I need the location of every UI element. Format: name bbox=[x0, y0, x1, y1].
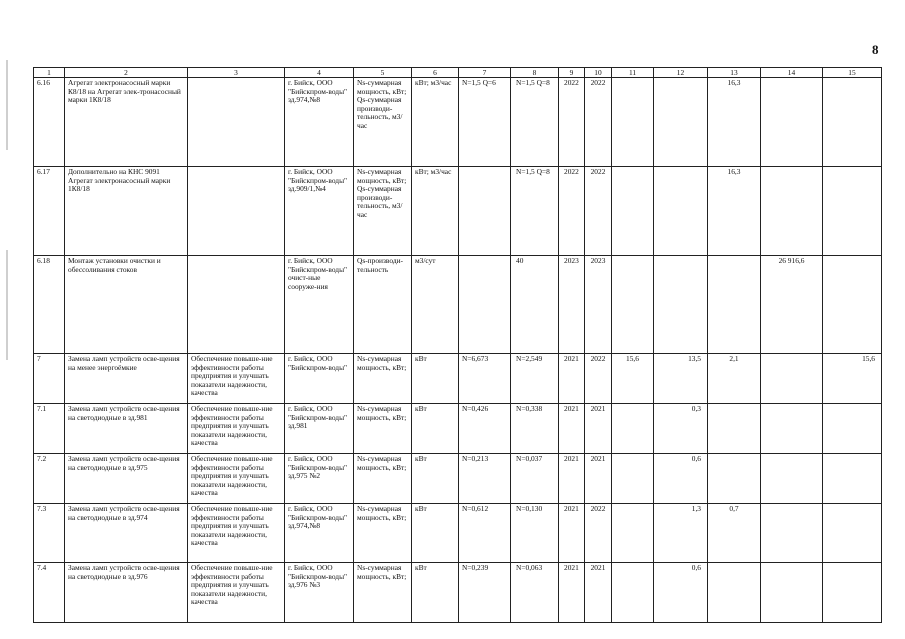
item-parameter: Ns-суммарная мощность, кВт; Qs-суммарная производи-тельность, м3/час bbox=[354, 78, 412, 167]
item-location: г. Бийск, ООО "Бийскпром-воды" зд.974,№8 bbox=[285, 504, 354, 563]
column-header: 15 bbox=[823, 68, 882, 78]
col-11-value bbox=[612, 454, 654, 504]
item-parameter: Ns-суммарная мощность, кВт; bbox=[354, 504, 412, 563]
col-12-value bbox=[654, 256, 708, 354]
scan-edge-mark bbox=[6, 250, 8, 360]
item-location: г. Бийск, ООО "Бийскпром-воды" зд.976 №3 bbox=[285, 563, 354, 623]
column-header: 5 bbox=[354, 68, 412, 78]
item-parameter: Qs-производи-тельность bbox=[354, 256, 412, 354]
col-15-value bbox=[823, 504, 882, 563]
item-parameter: Ns-суммарная мощность, кВт; bbox=[354, 454, 412, 504]
col-15-value: 15,6 bbox=[823, 354, 882, 404]
start-year: 2023 bbox=[559, 256, 585, 354]
item-location: г. Бийск, ООО "Бийскпром-воды" зд.974,№8 bbox=[285, 78, 354, 167]
item-number: 7.2 bbox=[34, 454, 65, 504]
item-unit: кВт bbox=[412, 504, 459, 563]
item-description: Замена ламп устройств осве-щения на светодиодные в зд.974 bbox=[65, 504, 188, 563]
item-description: Монтаж установки очистки и обессоливания стоков bbox=[65, 256, 188, 354]
value-before: N=1,5 Q=6 bbox=[459, 78, 511, 167]
col-13-value: 0,7 bbox=[708, 504, 761, 563]
col-14-value bbox=[761, 504, 823, 563]
column-header: 2 bbox=[65, 68, 188, 78]
end-year: 2022 bbox=[585, 354, 612, 404]
item-purpose bbox=[188, 78, 285, 167]
item-parameter: Ns-суммарная мощность, кВт; bbox=[354, 354, 412, 404]
item-description: Замена ламп устройств осве-щения на светодиодные в зд.975 bbox=[65, 454, 188, 504]
item-parameter: Ns-суммарная мощность, кВт; bbox=[354, 404, 412, 454]
col-11-value bbox=[612, 563, 654, 623]
col-11-value bbox=[612, 167, 654, 256]
table-row bbox=[34, 504, 882, 563]
item-unit: кВт bbox=[412, 563, 459, 623]
header-row bbox=[34, 68, 882, 78]
col-11-value bbox=[612, 504, 654, 563]
document-table bbox=[33, 67, 882, 623]
item-location: г. Бийск, ООО "Бийскпром-воды" зд.909/1,№4 bbox=[285, 167, 354, 256]
item-number: 7.3 bbox=[34, 504, 65, 563]
column-header: 3 bbox=[188, 68, 285, 78]
item-unit: кВт; м3/час bbox=[412, 78, 459, 167]
column-header: 4 bbox=[285, 68, 354, 78]
value-after: N=0,063 bbox=[511, 563, 559, 623]
col-12-value: 0,3 bbox=[654, 404, 708, 454]
start-year: 2021 bbox=[559, 454, 585, 504]
col-14-value bbox=[761, 78, 823, 167]
item-number: 6.16 bbox=[34, 78, 65, 167]
start-year: 2022 bbox=[559, 78, 585, 167]
scan-edge-mark bbox=[6, 60, 8, 150]
item-parameter: Ns-суммарная мощность, кВт; bbox=[354, 563, 412, 623]
start-year: 2021 bbox=[559, 563, 585, 623]
value-after: N=0,130 bbox=[511, 504, 559, 563]
end-year: 2021 bbox=[585, 563, 612, 623]
col-14-value bbox=[761, 563, 823, 623]
col-13-value bbox=[708, 404, 761, 454]
item-number: 7.1 bbox=[34, 404, 65, 454]
item-description: Агрегат электронасосный марки К8/18 на Агрегат элек-тронасосный марки 1К8/18 bbox=[65, 78, 188, 167]
col-12-value bbox=[654, 167, 708, 256]
col-15-value bbox=[823, 454, 882, 504]
col-11-value bbox=[612, 404, 654, 454]
item-purpose: Обеспечение повыше-ние эффективности работы предприятия и улучшать показатели надежности, качества bbox=[188, 563, 285, 623]
value-before: N=6,673 bbox=[459, 354, 511, 404]
item-unit: кВт bbox=[412, 354, 459, 404]
value-before bbox=[459, 167, 511, 256]
col-12-value: 0,6 bbox=[654, 454, 708, 504]
value-before: N=0,612 bbox=[459, 504, 511, 563]
column-header: 9 bbox=[559, 68, 585, 78]
col-14-value bbox=[761, 167, 823, 256]
item-unit: кВт bbox=[412, 454, 459, 504]
col-13-value bbox=[708, 454, 761, 504]
start-year: 2021 bbox=[559, 504, 585, 563]
item-purpose: Обеспечение повыше-ние эффективности работы предприятия и улучшать показатели надежности, качества bbox=[188, 454, 285, 504]
col-12-value bbox=[654, 78, 708, 167]
col-13-value: 16,3 bbox=[708, 167, 761, 256]
table-row bbox=[34, 404, 882, 454]
item-description: Дополнительно на КНС 9091 Агрегат электронасосный марки 1К8/18 bbox=[65, 167, 188, 256]
col-12-value: 0,6 bbox=[654, 563, 708, 623]
column-header: 11 bbox=[612, 68, 654, 78]
value-after: N=1,5 Q=8 bbox=[511, 78, 559, 167]
item-unit: кВт; м3/час bbox=[412, 167, 459, 256]
value-after: N=1,5 Q=8 bbox=[511, 167, 559, 256]
col-13-value: 2,1 bbox=[708, 354, 761, 404]
start-year: 2022 bbox=[559, 167, 585, 256]
column-header: 7 bbox=[459, 68, 511, 78]
col-14-value bbox=[761, 354, 823, 404]
item-location: г. Бийск, ООО "Бийскпром-воды" bbox=[285, 354, 354, 404]
start-year: 2021 bbox=[559, 354, 585, 404]
item-parameter: Ns-суммарная мощность, кВт; Qs-суммарная производи-тельность, м3/час bbox=[354, 167, 412, 256]
item-purpose bbox=[188, 256, 285, 354]
value-after: 40 bbox=[511, 256, 559, 354]
item-number: 6.18 bbox=[34, 256, 65, 354]
item-purpose: Обеспечение повыше-ние эффективности работы предприятия и улучшать показатели надежности, качества bbox=[188, 404, 285, 454]
col-14-value bbox=[761, 454, 823, 504]
end-year: 2021 bbox=[585, 454, 612, 504]
col-15-value bbox=[823, 78, 882, 167]
item-description: Замена ламп устройств осве-щения на менее энергоёмкие bbox=[65, 354, 188, 404]
page-number: 8 bbox=[872, 42, 879, 57]
col-13-value: 16,3 bbox=[708, 78, 761, 167]
col-13-value bbox=[708, 563, 761, 623]
column-header: 6 bbox=[412, 68, 459, 78]
value-after: N=0,037 bbox=[511, 454, 559, 504]
item-purpose: Обеспечение повыше-ние эффективности работы предприятия и улучшать показатели надежности, качества bbox=[188, 504, 285, 563]
item-unit: м3/сут bbox=[412, 256, 459, 354]
column-header: 12 bbox=[654, 68, 708, 78]
value-before: N=0,213 bbox=[459, 454, 511, 504]
table-row bbox=[34, 256, 882, 354]
col-14-value: 26 916,6 bbox=[761, 256, 823, 354]
item-description: Замена ламп устройств осве-щения на светодиодные в зд.976 bbox=[65, 563, 188, 623]
column-header: 14 bbox=[761, 68, 823, 78]
col-11-value bbox=[612, 256, 654, 354]
item-purpose bbox=[188, 167, 285, 256]
item-number: 6.17 bbox=[34, 167, 65, 256]
table-row bbox=[34, 167, 882, 256]
col-15-value bbox=[823, 563, 882, 623]
item-location: г. Бийск, ООО "Бийскпром-воды" зд.981 bbox=[285, 404, 354, 454]
value-before bbox=[459, 256, 511, 354]
table-row bbox=[34, 78, 882, 167]
col-15-value bbox=[823, 256, 882, 354]
col-15-value bbox=[823, 167, 882, 256]
end-year: 2023 bbox=[585, 256, 612, 354]
end-year: 2022 bbox=[585, 167, 612, 256]
column-header: 1 bbox=[34, 68, 65, 78]
item-description: Замена ламп устройств осве-щения на светодиодные в зд.981 bbox=[65, 404, 188, 454]
end-year: 2021 bbox=[585, 404, 612, 454]
item-location: г. Бийск, ООО "Бийскпром-воды" зд.975 №2 bbox=[285, 454, 354, 504]
table-row bbox=[34, 563, 882, 623]
end-year: 2022 bbox=[585, 78, 612, 167]
item-number: 7.4 bbox=[34, 563, 65, 623]
table-row bbox=[34, 454, 882, 504]
col-13-value bbox=[708, 256, 761, 354]
item-location: г. Бийск, ООО "Бийскпром-воды" очист-ные сооруже-ния bbox=[285, 256, 354, 354]
table-row bbox=[34, 354, 882, 404]
col-12-value: 1,3 bbox=[654, 504, 708, 563]
value-before: N=0,239 bbox=[459, 563, 511, 623]
column-header: 10 bbox=[585, 68, 612, 78]
column-header: 8 bbox=[511, 68, 559, 78]
item-purpose: Обеспечение повыше-ние эффективности работы предприятия и улучшать показатели надежности, качества bbox=[188, 354, 285, 404]
item-unit: кВт bbox=[412, 404, 459, 454]
col-12-value: 13,5 bbox=[654, 354, 708, 404]
value-after: N=0,338 bbox=[511, 404, 559, 454]
item-number: 7 bbox=[34, 354, 65, 404]
col-14-value bbox=[761, 404, 823, 454]
end-year: 2022 bbox=[585, 504, 612, 563]
value-after: N=2,549 bbox=[511, 354, 559, 404]
col-11-value bbox=[612, 78, 654, 167]
value-before: N=0,426 bbox=[459, 404, 511, 454]
col-15-value bbox=[823, 404, 882, 454]
start-year: 2021 bbox=[559, 404, 585, 454]
column-header: 13 bbox=[708, 68, 761, 78]
col-11-value: 15,6 bbox=[612, 354, 654, 404]
